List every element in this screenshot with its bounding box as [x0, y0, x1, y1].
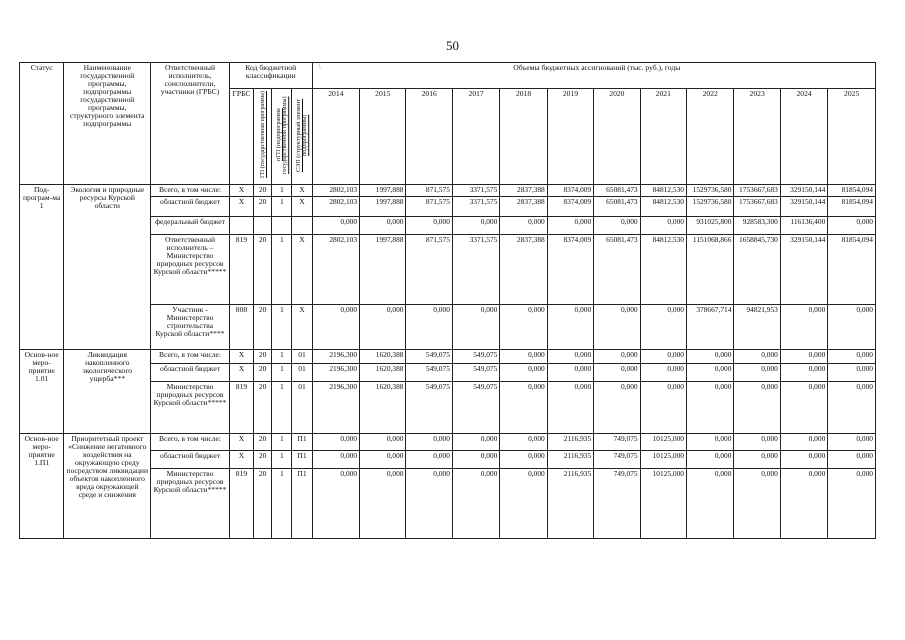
row-value: 0,000 — [547, 364, 593, 382]
row-value: 0,000 — [687, 434, 734, 451]
table-row — [20, 185, 876, 197]
row-value: 2196,300 — [312, 364, 359, 382]
row-grbs: Х — [229, 350, 253, 364]
row-value: 1529736,580 — [687, 185, 734, 197]
row-pgp: 1 — [272, 305, 292, 350]
row-value: 84812,530 — [640, 185, 686, 197]
header-se-label: СЭП (структурный элемент подпрограммы) — [294, 98, 309, 172]
row-pgp: 1 — [272, 185, 292, 197]
row-pgp: 1 — [272, 197, 292, 217]
row-value: 0,000 — [406, 451, 452, 469]
row-value: 1753667,683 — [734, 197, 780, 217]
header-status: Статус — [20, 63, 64, 185]
row-value: 549,075 — [406, 364, 452, 382]
row-value: 871,575 — [406, 197, 452, 217]
row-gp — [254, 217, 272, 235]
row-gp: 20 — [254, 451, 272, 469]
row-value: 378667,714 — [687, 305, 734, 350]
row-value: 0,000 — [406, 469, 452, 539]
row-value: 0,000 — [828, 305, 876, 350]
row-value: 0,000 — [500, 217, 547, 235]
header-gp-label: ГП (государственная программа) — [258, 91, 266, 179]
row-grbs: Х — [229, 185, 253, 197]
header-year: 2021 — [640, 89, 686, 185]
row-value: 2116,935 — [547, 451, 593, 469]
row-value: 2837,388 — [500, 185, 547, 197]
row-value: 0,000 — [828, 434, 876, 451]
row-value: 116136,400 — [780, 217, 827, 235]
row-value: 0,000 — [640, 364, 686, 382]
table-header — [20, 63, 876, 185]
row-value: 1997,888 — [360, 185, 406, 197]
header-code-group: Код бюджетной классификации — [229, 63, 312, 89]
row-value: 0,000 — [406, 434, 452, 451]
row-value: 1151068,866 — [687, 235, 734, 305]
row-gp: 20 — [254, 197, 272, 217]
row-se: Х — [292, 185, 312, 197]
row-pgp: 1 — [272, 451, 292, 469]
row-value: 549,075 — [452, 364, 499, 382]
row-se: 01 — [292, 350, 312, 364]
row-value: 0,000 — [734, 434, 780, 451]
row-value: 0,000 — [452, 305, 499, 350]
row-value: 0,000 — [312, 217, 359, 235]
row-value: 0,000 — [500, 382, 547, 434]
header-pgp — [272, 89, 292, 185]
row-value: 0,000 — [406, 217, 452, 235]
row-value: 549,075 — [452, 382, 499, 434]
row-value: 2837,388 — [500, 197, 547, 217]
row-value: 0,000 — [500, 364, 547, 382]
row-responsible: Ответственный исполнитель – Министерство природных ресурсов Курской области***** — [151, 235, 230, 305]
row-value: 0,000 — [360, 217, 406, 235]
row-se: Х — [292, 305, 312, 350]
row-value: 3371,575 — [452, 185, 499, 197]
row-value: 0,000 — [828, 469, 876, 539]
row-value: 8374,009 — [547, 185, 593, 197]
row-value: 1620,388 — [360, 350, 406, 364]
row-value: 84812,530 — [640, 235, 686, 305]
row-value: 0,000 — [828, 382, 876, 434]
row-value: 0,000 — [406, 305, 452, 350]
row-se: Х — [292, 197, 312, 217]
row-value: 3371,575 — [452, 197, 499, 217]
row-value: 2196,300 — [312, 382, 359, 434]
row-value: 0,000 — [828, 217, 876, 235]
row-value: 2802,103 — [312, 197, 359, 217]
row-value: 65081,473 — [594, 235, 640, 305]
row-gp: 20 — [254, 185, 272, 197]
row-value: 84812,530 — [640, 197, 686, 217]
row-responsible: областной бюджет — [151, 451, 230, 469]
row-responsible: Министерство природных ресурсов Курской области***** — [151, 469, 230, 539]
row-value: 65081,473 — [594, 185, 640, 197]
row-value: 0,000 — [547, 382, 593, 434]
row-value: 10125,000 — [640, 451, 686, 469]
row-pgp: 1 — [272, 364, 292, 382]
row-value: 0,000 — [452, 217, 499, 235]
row-value: 549,075 — [406, 350, 452, 364]
row-value: 0,000 — [594, 382, 640, 434]
row-value: 0,000 — [640, 382, 686, 434]
row-value: 0,000 — [828, 364, 876, 382]
row-se: П1 — [292, 434, 312, 451]
row-value: 0,000 — [500, 469, 547, 539]
row-value: 0,000 — [687, 451, 734, 469]
row-grbs: Х — [229, 197, 253, 217]
row-value: 0,000 — [547, 217, 593, 235]
row-value: 749,075 — [594, 451, 640, 469]
row-responsible: областной бюджет — [151, 197, 230, 217]
row-value: 0,000 — [780, 469, 827, 539]
row-name: Ликвидация накопленного экологического ущерба*** — [64, 350, 151, 434]
row-value: 871,575 — [406, 185, 452, 197]
row-pgp: 1 — [272, 235, 292, 305]
row-value: 0,000 — [734, 382, 780, 434]
row-value: 0,000 — [312, 469, 359, 539]
row-se: П1 — [292, 469, 312, 539]
budget-table — [19, 62, 876, 539]
page-number: 50 — [446, 38, 459, 53]
row-responsible: Министерство природных ресурсов Курской области***** — [151, 382, 230, 434]
row-value: 0,000 — [687, 469, 734, 539]
row-value: 10125,000 — [640, 434, 686, 451]
row-value: 2116,935 — [547, 469, 593, 539]
header-year: 2015 — [360, 89, 406, 185]
row-value: 0,000 — [687, 350, 734, 364]
row-gp: 20 — [254, 305, 272, 350]
row-value: 2196,300 — [312, 350, 359, 364]
row-value: 749,075 — [594, 434, 640, 451]
row-value: 0,000 — [828, 451, 876, 469]
row-gp: 20 — [254, 350, 272, 364]
row-grbs: 819 — [229, 469, 253, 539]
row-value: 0,000 — [780, 451, 827, 469]
row-responsible: Всего, в том числе: — [151, 350, 230, 364]
header-year: 2024 — [780, 89, 827, 185]
row-value: 0,000 — [360, 434, 406, 451]
row-value: 81854,094 — [828, 235, 876, 305]
row-grbs: 819 — [229, 235, 253, 305]
row-value: 2802,103 — [312, 235, 359, 305]
row-responsible: областной бюджет — [151, 364, 230, 382]
row-value: 0,000 — [734, 451, 780, 469]
header-year: 2016 — [406, 89, 452, 185]
header-year: 2023 — [734, 89, 780, 185]
header-volumes-label: Объемы бюджетных ассигнований (тыс. руб.), годы — [513, 63, 681, 72]
row-grbs: Х — [229, 434, 253, 451]
header-gp — [254, 89, 272, 185]
row-value: 549,075 — [452, 350, 499, 364]
row-value: 0,000 — [594, 364, 640, 382]
row-grbs: Х — [229, 364, 253, 382]
header-year: 2014 — [312, 89, 359, 185]
row-value: 65081,473 — [594, 197, 640, 217]
row-value: 0,000 — [640, 305, 686, 350]
header-responsible: Ответственный исполнитель, соисполнители, участники (ГРБС) — [151, 63, 230, 185]
row-value: 928583,300 — [734, 217, 780, 235]
row-gp: 20 — [254, 382, 272, 434]
row-grbs: Х — [229, 451, 253, 469]
row-value: 0,000 — [360, 451, 406, 469]
row-value: 549,075 — [406, 382, 452, 434]
header-volumes — [312, 63, 875, 89]
row-pgp: 1 — [272, 469, 292, 539]
row-grbs: 808 — [229, 305, 253, 350]
row-value: 0,000 — [594, 350, 640, 364]
row-value: 0,000 — [547, 305, 593, 350]
row-value: 0,000 — [734, 350, 780, 364]
header-year: 2025 — [828, 89, 876, 185]
row-value: 1997,888 — [360, 235, 406, 305]
row-gp: 20 — [254, 235, 272, 305]
row-name: Экология и природные ресурсы Курской области — [64, 185, 151, 350]
row-value: 1658845,730 — [734, 235, 780, 305]
header-year: 2018 — [500, 89, 547, 185]
row-value: 329150,144 — [780, 185, 827, 197]
row-value: 749,075 — [594, 469, 640, 539]
row-pgp: 1 — [272, 382, 292, 434]
row-se: 01 — [292, 364, 312, 382]
header-year: 2019 — [547, 89, 593, 185]
header-se — [292, 89, 312, 185]
row-value: 1753667,683 — [734, 185, 780, 197]
row-value: 10125,000 — [640, 469, 686, 539]
row-value: 2116,935 — [547, 434, 593, 451]
header-name: Наименование государственной программы, подпрограммы государственной программы, структурного элемента подпрограммы — [64, 63, 151, 185]
row-name: Приоритетный проект «Снижение негативного воздействия на окружающую среду посредством ликвидации объектов накопленного вреда окружающей среде и снижения — [64, 434, 151, 539]
row-pgp — [272, 217, 292, 235]
row-value: 3371,575 — [452, 235, 499, 305]
row-value: 931025,800 — [687, 217, 734, 235]
row-value: 0,000 — [687, 364, 734, 382]
row-value: 8374,009 — [547, 197, 593, 217]
row-value: 871,575 — [406, 235, 452, 305]
row-value: 0,000 — [640, 217, 686, 235]
row-value: 0,000 — [734, 364, 780, 382]
row-gp: 20 — [254, 469, 272, 539]
row-value: 94821,953 — [734, 305, 780, 350]
row-responsible: федеральный бюджет — [151, 217, 230, 235]
row-se — [292, 217, 312, 235]
header-year: 2017 — [452, 89, 499, 185]
row-value: 0,000 — [500, 434, 547, 451]
row-responsible: Всего, в том числе: — [151, 185, 230, 197]
row-value: 0,000 — [500, 305, 547, 350]
row-se: П1 — [292, 451, 312, 469]
row-value: 0,000 — [594, 305, 640, 350]
row-grbs: 819 — [229, 382, 253, 434]
row-gp: 20 — [254, 434, 272, 451]
row-value: 0,000 — [500, 451, 547, 469]
row-value: 0,000 — [780, 364, 827, 382]
row-responsible: Участник - Министерство строительства Курской области**** — [151, 305, 230, 350]
row-value: 0,000 — [828, 350, 876, 364]
row-value: 0,000 — [780, 350, 827, 364]
row-value: 0,000 — [547, 350, 593, 364]
row-value: 0,000 — [452, 469, 499, 539]
row-value: 0,000 — [640, 350, 686, 364]
row-value: 2837,388 — [500, 235, 547, 305]
row-gp: 20 — [254, 364, 272, 382]
row-value: 0,000 — [594, 217, 640, 235]
row-value: 0,000 — [312, 451, 359, 469]
header-grbs: ГРБС — [229, 89, 253, 185]
row-status: Под-програм-ма 1 — [20, 185, 64, 350]
table-body — [20, 185, 876, 539]
table-row — [20, 434, 876, 451]
row-pgp: 1 — [272, 350, 292, 364]
row-status: Основ-ное меро-приятие 1.П1 — [20, 434, 64, 539]
row-status: Основ-ное меро-приятие 1.01 — [20, 350, 64, 434]
row-value: 329150,144 — [780, 197, 827, 217]
row-value: 1620,388 — [360, 364, 406, 382]
header-year: 2022 — [687, 89, 734, 185]
row-pgp: 1 — [272, 434, 292, 451]
row-value: 0,000 — [452, 451, 499, 469]
row-value: 0,000 — [780, 305, 827, 350]
row-value: 0,000 — [312, 434, 359, 451]
header-pgp-label: пГП (подпрограмма государственной программы) — [274, 96, 288, 174]
row-value: 1620,388 — [360, 382, 406, 434]
row-se: Х — [292, 235, 312, 305]
row-se: 01 — [292, 382, 312, 434]
row-grbs — [229, 217, 253, 235]
row-value: 0,000 — [312, 305, 359, 350]
row-value: 0,000 — [500, 350, 547, 364]
row-value: 0,000 — [687, 382, 734, 434]
row-value: 329150,144 — [780, 235, 827, 305]
row-value: 0,000 — [452, 434, 499, 451]
table-row — [20, 350, 876, 364]
row-value: 0,000 — [360, 305, 406, 350]
row-value: 0,000 — [734, 469, 780, 539]
row-value: 0,000 — [780, 382, 827, 434]
row-value: 81854,094 — [828, 185, 876, 197]
row-value: 0,000 — [780, 434, 827, 451]
row-value: 81854,094 — [828, 197, 876, 217]
tick-mark: \ — [318, 63, 321, 71]
row-value: 2802,103 — [312, 185, 359, 197]
row-value: 0,000 — [360, 469, 406, 539]
row-responsible: Всего, в том числе: — [151, 434, 230, 451]
row-value: 1997,888 — [360, 197, 406, 217]
row-value: 8374,009 — [547, 235, 593, 305]
header-year: 2020 — [594, 89, 640, 185]
row-value: 1529736,580 — [687, 197, 734, 217]
